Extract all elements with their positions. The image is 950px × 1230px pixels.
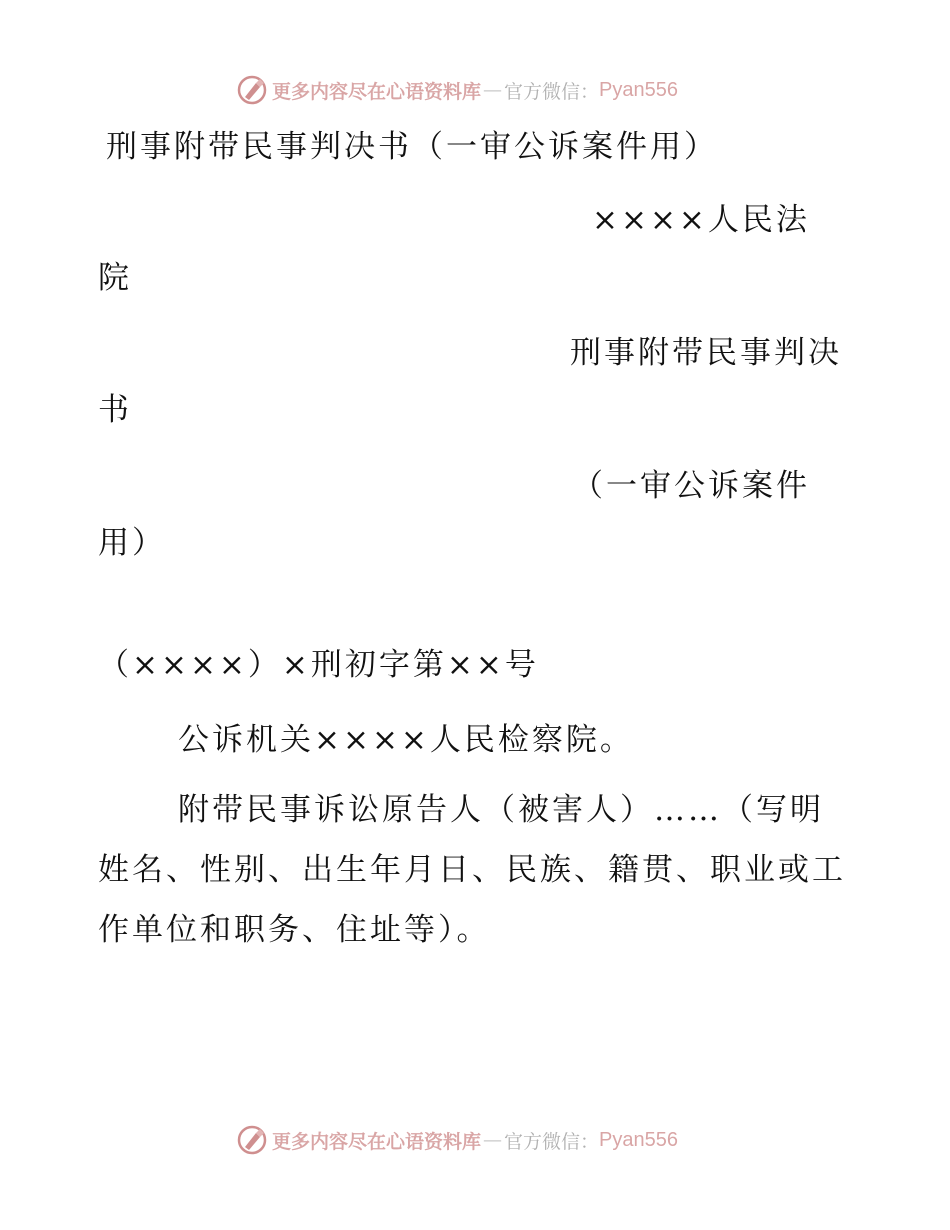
case-kind-line1: （一审公诉案件 [572, 468, 810, 504]
case-number: （××××）×刑初字第××号 [98, 647, 539, 683]
watermark-sub-text: 官方微信： [504, 1130, 600, 1153]
doc-type-line1: 刑事附带民事判决 [570, 335, 842, 371]
doc-type-line2: 书 [98, 392, 132, 428]
prosecutor-line: 公诉机关××××人民检察院。 [178, 722, 634, 758]
watermark-dash: — [483, 1129, 503, 1151]
watermark-main-text: 更多内容尽在心语资料库 [272, 80, 482, 103]
watermark-wechat-id: Pyan556 [599, 1128, 678, 1151]
pen-logo-icon [236, 74, 268, 106]
plaintiff-paragraph: 附带民事诉讼原告人（被害人）……（写明姓名、性别、出生年月日、民族、籍贯、职业或工作单位和职务、住址等）。 [98, 792, 846, 948]
watermark-wechat-id: Pyan556 [599, 78, 678, 101]
watermark-dash: — [483, 79, 503, 101]
top-title: 刑事附带民事判决书（一审公诉案件用） [106, 129, 718, 165]
header-watermark [236, 72, 678, 108]
court-name-line1: ××××人民法 [592, 202, 810, 238]
footer-watermark [236, 1122, 678, 1158]
court-name-line2: 院 [98, 260, 132, 296]
watermark-sub-text: 官方微信： [504, 80, 600, 103]
case-kind-line2: 用） [98, 525, 166, 561]
pen-logo-icon [236, 1124, 268, 1156]
watermark-main-text: 更多内容尽在心语资料库 [272, 1130, 482, 1153]
